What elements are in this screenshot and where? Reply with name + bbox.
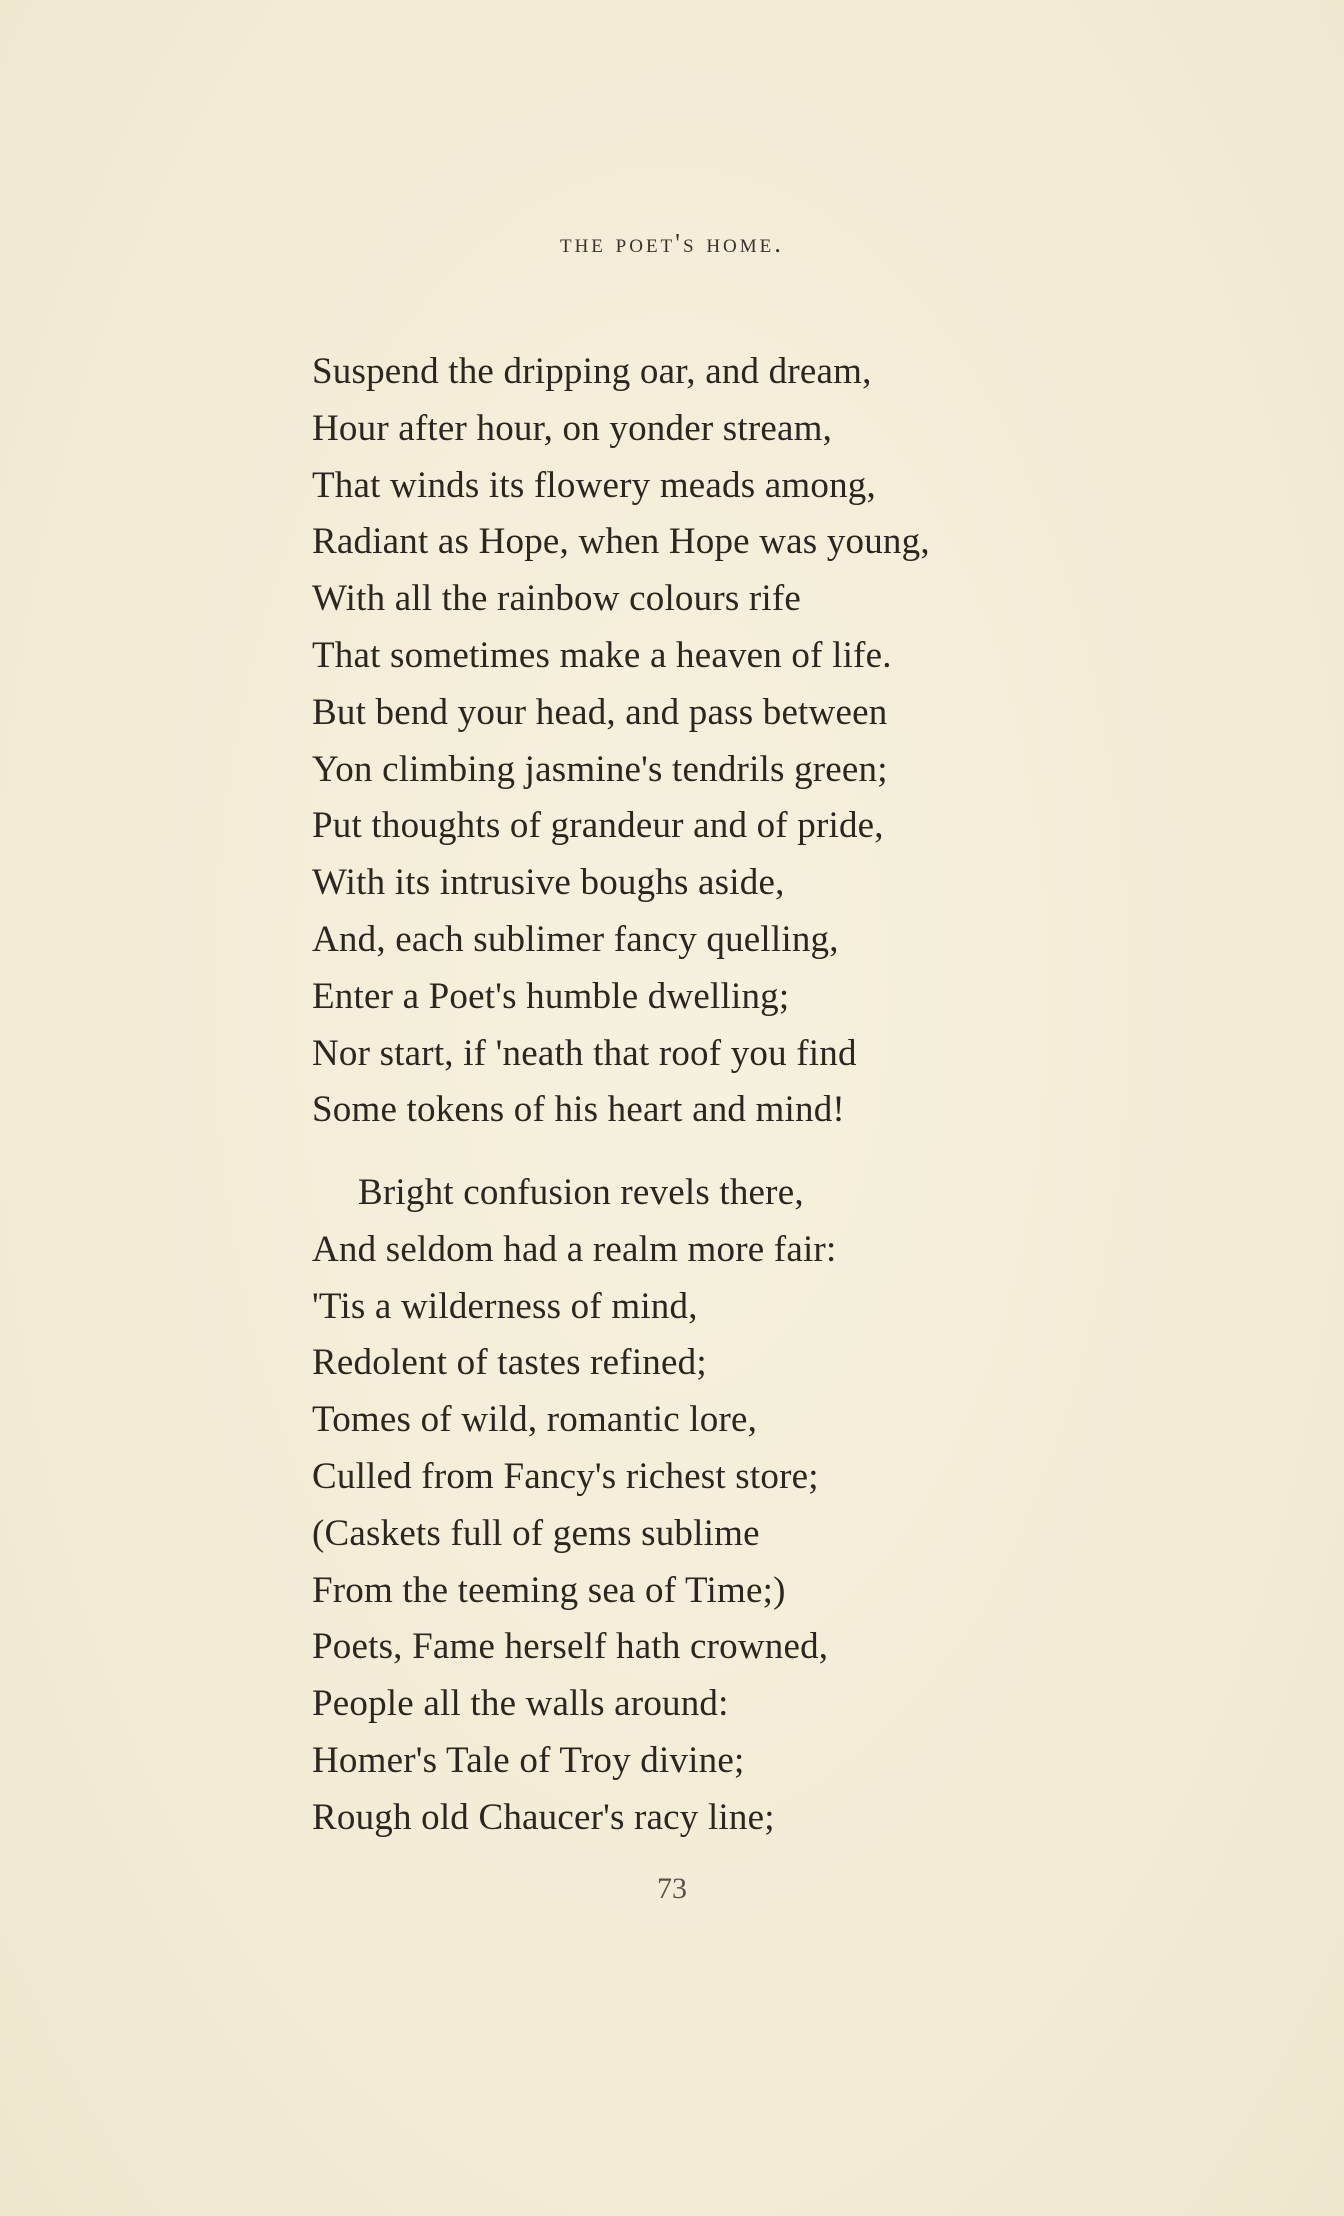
verse-line: Suspend the dripping oar, and dream,	[312, 351, 872, 392]
verse-line: Homer's Tale of Troy divine;	[312, 1739, 745, 1781]
stanza-2	[312, 1165, 1312, 1847]
verse-line-indented: Bright confusion revels there,	[358, 1172, 804, 1213]
verse-line: Put thoughts of grandeur and of pride,	[312, 805, 884, 847]
page-number: 73	[657, 1872, 687, 1905]
verse-line: Some tokens of his heart and mind!	[312, 1089, 845, 1131]
verse-line: Enter a Poet's humble dwelling;	[312, 975, 790, 1017]
verse-line: Nor start, if 'neath that roof you find	[312, 1032, 857, 1074]
verse-line: People all the walls around:	[312, 1683, 729, 1725]
verse-line: 'Tis a wilderness of mind,	[312, 1285, 698, 1327]
verse-line: Yon climbing jasmine's tendrils green;	[312, 748, 888, 790]
verse-line: Culled from Fancy's richest store;	[312, 1455, 819, 1497]
stanza-1	[312, 344, 1312, 1139]
verse-line: (Caskets full of gems sublime	[312, 1512, 760, 1554]
verse-line: Hour after hour, on yonder stream,	[312, 407, 833, 449]
verse-line: And seldom had a realm more fair:	[312, 1228, 837, 1270]
verse-line: With all the rainbow colours rife	[312, 578, 802, 620]
verse-line: Rough old Chaucer's racy line;	[312, 1796, 775, 1838]
verse-line: Radiant as Hope, when Hope was young,	[312, 521, 930, 563]
verse-line: Redolent of tastes refined;	[312, 1342, 707, 1384]
verse-line: And, each sublimer fancy quelling,	[312, 918, 839, 960]
verse-line: That sometimes make a heaven of life.	[312, 634, 892, 676]
verse-line: That winds its flowery meads among,	[312, 464, 876, 506]
running-title: the poet's home.	[559, 228, 785, 258]
verse-line: Poets, Fame herself hath crowned,	[312, 1626, 829, 1668]
verse-line: With its intrusive boughs aside,	[312, 862, 785, 904]
verse-line: From the teeming sea of Time;)	[312, 1569, 786, 1611]
verse-line: Tomes of wild, romantic lore,	[312, 1399, 758, 1441]
verse-line: But bend your head, and pass between	[312, 691, 888, 733]
